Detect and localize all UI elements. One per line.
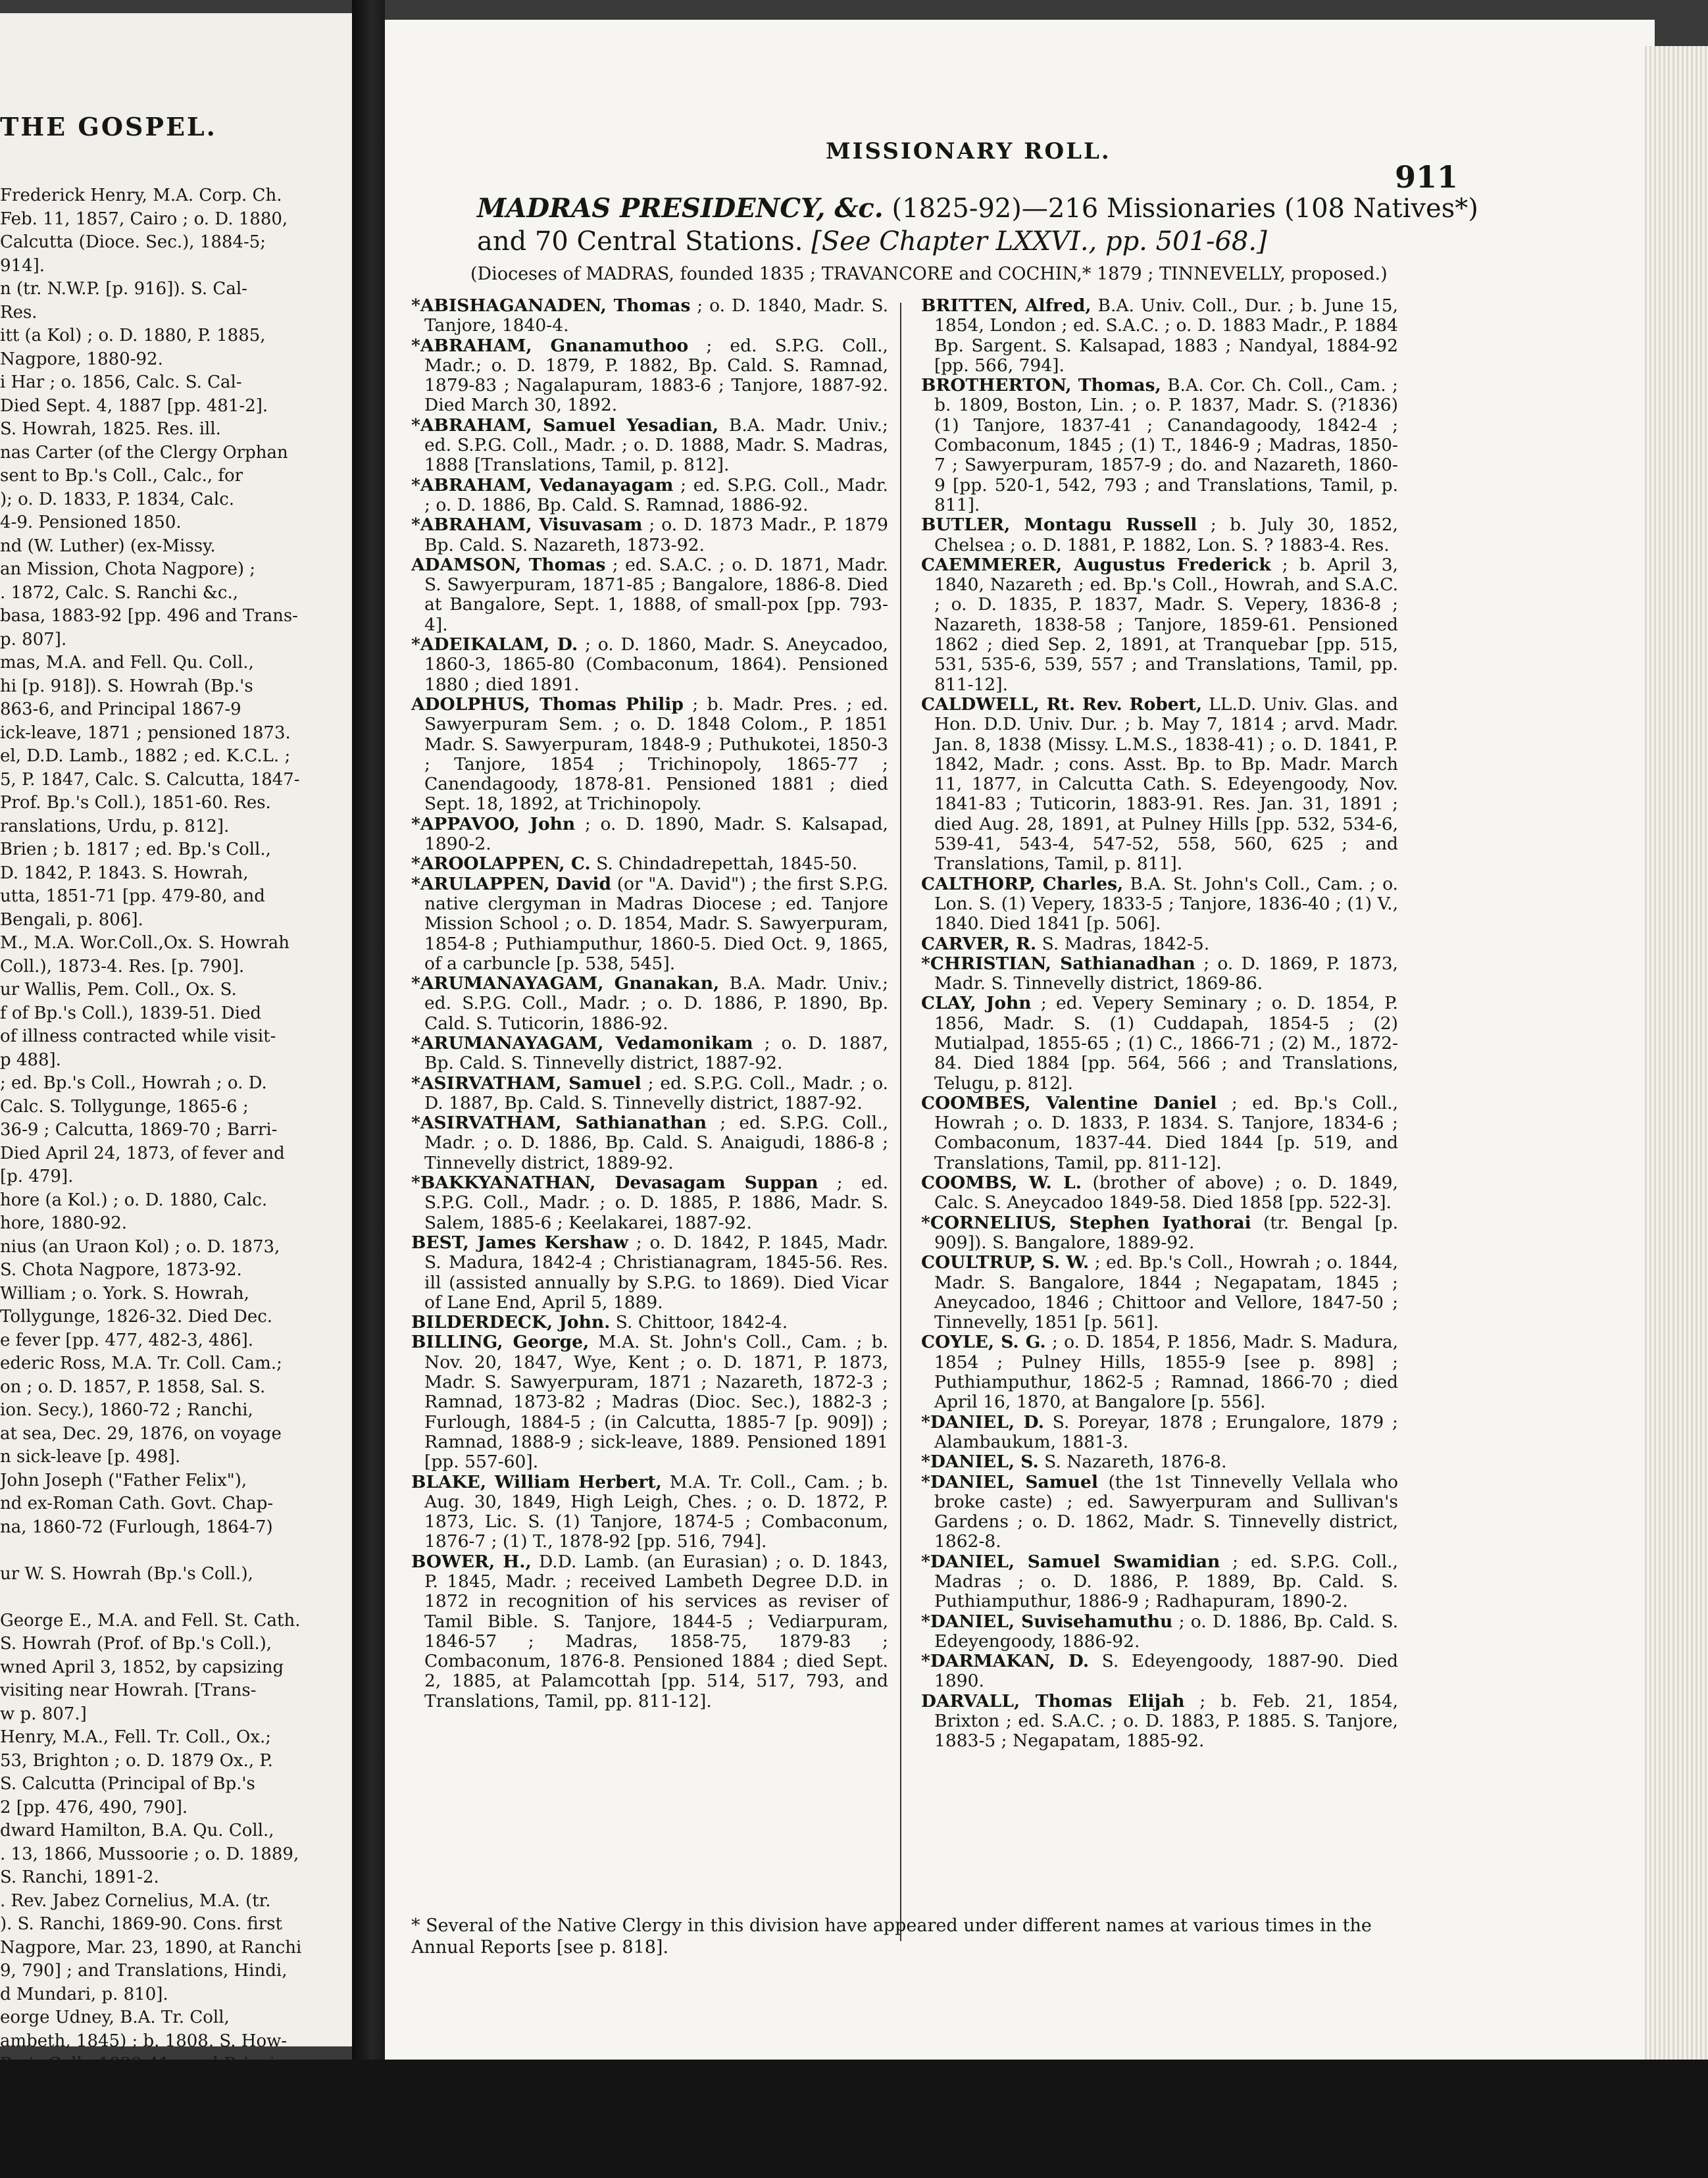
entries-column-left (411, 296, 888, 1711)
left-page-line (0, 1586, 342, 1609)
right-page (385, 20, 1655, 2060)
left-page-line: utta, 1851-71 [pp. 479-80, and (0, 886, 265, 906)
missionary-name: CAEMMERER, Augustus Frederick (921, 554, 1271, 575)
section-heading (477, 192, 1523, 258)
roll-entry (411, 1473, 888, 1552)
missionary-name: COYLE, S. G. (921, 1332, 1046, 1353)
left-page-line: itt (a Kol) ; o. D. 1880, P. 1885, (0, 326, 266, 345)
missionary-name: *AROOLAPPEN, C. (411, 853, 591, 874)
left-page-line: S. Chota Nagpore, 1873-92. (0, 1260, 242, 1280)
left-page-line: ur Wallis, Pem. Coll., Ox. S. (0, 980, 237, 1000)
missionary-name: BRITTEN, Alfred, (921, 295, 1092, 316)
entry-details: ; ed. S.P.G. Coll., Madras ; o. D. 1886, P. 1889, Bp. Cald. S. Puthiamputhur, 1886-9 ; Radhapuram, 1890-2. (934, 1551, 1398, 1612)
roll-entry (411, 555, 888, 635)
roll-entry (921, 1094, 1398, 1173)
left-page-line: George E., M.A. and Fell. St. Cath. (0, 1610, 301, 1631)
roll-entry (921, 1413, 1398, 1453)
roll-entry (411, 1313, 888, 1332)
roll-entry (921, 994, 1398, 1093)
missionary-name: BOWER, H., (411, 1551, 532, 1572)
left-page-line: . 13, 1866, Mussoorie ; o. D. 1889, (0, 1844, 299, 1864)
left-page-line: Henry, M.A., Fell. Tr. Coll., Ox.; (0, 1727, 272, 1747)
missionary-name: COULTRUP, S. W. (921, 1252, 1090, 1273)
left-page-line: hi [p. 918]). S. Howrah (Bp.'s (0, 676, 253, 696)
roll-entry (921, 1612, 1398, 1652)
left-page-line: n (tr. N.W.P. [p. 916]). S. Cal- (0, 279, 247, 299)
left-page-line: . 1872, Calc. S. Ranchi &c., (0, 582, 238, 603)
missionary-name: CALTHORP, Charles, (921, 873, 1124, 894)
entry-details: ; o. D. 1890, Madr. S. Kalsapad, 1890-2. (424, 813, 888, 855)
left-page-line: nd ex-Roman Cath. Govt. Chap- (0, 1494, 274, 1513)
left-page-line: 36-9 ; Calcutta, 1869-70 ; Barri- (0, 1120, 278, 1140)
left-page-line: S. Howrah, 1825. Res. ill. (0, 419, 221, 439)
left-page-line: 53, Brighton ; o. D. 1879 Ox., P. (0, 1750, 273, 1771)
left-page-line: 914]. (0, 255, 45, 276)
missionary-name: *DANIEL, S. (921, 1452, 1039, 1473)
roll-entry (411, 854, 888, 874)
left-page-line: dward Hamilton, B.A. Qu. Coll., (0, 1821, 274, 1840)
entry-details: ; o. D. 1887, Bp. Cald. S. Tinnevelly district, 1887-92. (424, 1032, 888, 1074)
left-page-line: wned April 3, 1852, by capsizing (0, 1657, 284, 1677)
left-page-line: Calcutta (Dioce. Sec.), 1884-5; (0, 232, 266, 252)
left-page-line: w p. 807.] (0, 1704, 87, 1724)
missionary-name: *ASIRVATHAM, Samuel (411, 1073, 641, 1094)
roll-entry (411, 416, 888, 476)
roll-entry (411, 815, 888, 855)
left-page-line: S. Howrah (Prof. of Bp.'s Coll.), (0, 1634, 272, 1654)
left-page-line: Nagpore, 1880-92. (0, 349, 163, 369)
missionary-name: COOMBS, W. L. (921, 1173, 1082, 1194)
missionary-name: *DARMAKAN, D. (921, 1651, 1090, 1672)
entry-details: ; o. D. 1854, P. 1856, Madr. S. Madura, 1854 ; Pulney Hills, 1855-9 [see p. 898] ; Puthiamputhur, 1862-5 ; Ramnad, 1866-70 ; died April 16, 1870, at Bangalore [p. 556]. (934, 1332, 1398, 1413)
entry-details: ; ed. S.P.G. Coll., Madr. ; o. D. 1886, Bp. Cald. S. Anaigudi, 1886-8 ; Tinnevelly district, 1889-92. (424, 1113, 888, 1173)
left-page-line: eorge Udney, B.A. Tr. Coll, (0, 2008, 230, 2027)
entries-column-right (921, 296, 1398, 1752)
section-see-reference: [See Chapter LXXVI., pp. 501-68.] (811, 226, 1267, 257)
roll-entry (411, 296, 888, 336)
entry-details: ; o. D. 1886, Bp. Cald. S. Edeyengoody, 1886-92. (934, 1611, 1398, 1652)
missionary-name: *DANIEL, Samuel Swamidian (921, 1551, 1220, 1572)
roll-entry (411, 874, 888, 974)
entry-details: S. Edeyengoody, 1887-90. Died 1890. (934, 1651, 1399, 1692)
entry-details: S. Nazareth, 1876-8. (1044, 1452, 1227, 1473)
section-title-rest: (1825-92)—216 Missionaries (108 Natives*) and 70 Central Stations. (477, 193, 1478, 257)
missionary-name: *ARUMANAYAGAM, Gnanakan, (411, 973, 720, 994)
left-page-line: ; ed. Bp.'s Coll., Howrah ; o. D. (0, 1073, 267, 1093)
entry-details: ; ed. S.A.C. ; o. D. 1871, Madr. S. Sawyerpuram, 1871-85 ; Bangalore, 1886-8. Died at Bangalore, Sept. 1, 1888, of small-pox [pp. 793-4]. (424, 554, 888, 635)
left-page-line: 5, P. 1847, Calc. S. Calcutta, 1847- (0, 769, 300, 790)
roll-entry (921, 1213, 1398, 1254)
left-page-line: nius (an Uraon Kol) ; o. D. 1873, (0, 1236, 280, 1257)
page-number: 911 (1395, 159, 1459, 195)
roll-entry (411, 1074, 888, 1114)
left-page-line: i Har ; o. 1856, Calc. S. Cal- (0, 372, 242, 392)
section-title: MADRAS PRESIDENCY, &c. (477, 193, 884, 224)
left-page-line: William ; o. York. S. Howrah, (0, 1283, 249, 1304)
missionary-name: BILLING, George, (411, 1332, 590, 1353)
missionary-name: *ABISHAGANADEN, Thomas (411, 295, 691, 316)
running-head: MISSIONARY ROLL. (826, 138, 1111, 165)
entry-details: B.A. Univ. Coll., Dur. ; b. June 15, 1854, London ; ed. S.A.C. ; o. D. 1883 Madr., P. 1884 Bp. Sargent. S. Kalsapad, 1883 ; Nandyal, 1884-92 [pp. 566, 794]. (934, 295, 1398, 376)
entry-details: B.A. Cor. Ch. Coll., Cam. ; b. 1809, Boston, Lin. ; o. P. 1837, Madr. S. (?1836) (1) Tanjore, 1837-41 ; Canandagoody, 1842-4 ; Combaconum, 1845 ; (1) T., 1846-9 ; Madras, 1850-7 ; Sawyerpuram, 1857-9 ; do. and Nazareth, 1860-9 [pp. 520-1, 542, 793 ; and Translations, Tamil, p. 811]. (934, 375, 1398, 515)
left-page (0, 13, 352, 2051)
entry-details: ; o. D. 1873 Madr., P. 1879 Bp. Cald. S. Nazareth, 1873-92. (424, 515, 888, 555)
left-page-line: visiting near Howrah. [Trans- (0, 1681, 257, 1700)
left-page-line: d Mundari, p. 810]. (0, 1984, 168, 2004)
left-page-line: . Rev. Jabez Cornelius, M.A. (tr. (0, 1890, 271, 1911)
left-page-line: Nagpore, Mar. 23, 1890, at Ranchi (0, 1937, 302, 1958)
roll-entry (921, 1552, 1398, 1612)
roll-entry (921, 1173, 1398, 1213)
missionary-name: BLAKE, William Herbert, (411, 1471, 662, 1492)
left-page-line: Calc. S. Tollygunge, 1865-6 ; (0, 1096, 249, 1117)
roll-entry (921, 296, 1398, 376)
entry-details: (or "A. David") ; the first S.P.G. native clergyman in Madras Diocese ; ed. Tanjore Mission School ; o. D. 1854, Madr. S. Sawyerpuram, 1854-8 ; Puthiamputhur, 1860-5. Died Oct. 9, 1865, of a carbuncle [p. 538, 545]. (424, 873, 888, 974)
missionary-name: *BAKKYANATHAN, Devasagam Suppan (411, 1173, 818, 1194)
roll-entry (921, 1652, 1398, 1692)
left-page-line: n sick-leave [p. 498]. (0, 1447, 181, 1467)
entry-details: ; ed. Vepery Seminary ; o. D. 1854, P. 1856, Madr. S. (1) Cuddapah, 1854-5 ; (2) Mutialpad, 1855-65 ; (1) C., 1866-71 ; (2) M., 1872-84. Died 1884 [pp. 564, 566 ; and Translations, Telugu, p. 812]. (934, 993, 1398, 1094)
roll-entry (921, 874, 1398, 934)
roll-entry (411, 476, 888, 516)
roll-entry (921, 376, 1398, 515)
missionary-name: *ABRAHAM, Samuel Yesadian, (411, 415, 719, 436)
missionary-name: *ABRAHAM, Vedanayagam (411, 474, 674, 495)
missionary-name: *ABRAHAM, Visuvasam (411, 515, 643, 536)
left-page-line: Coll.), 1873-4. Res. [p. 790]. (0, 956, 245, 976)
column-rule (900, 303, 901, 1941)
entry-details: ; ed. Bp.'s Coll., Howrah ; o. D. 1833, P. 1834. S. Tanjore, 1834-6 ; Combaconum, 1837-44. Died 1844 [p. 519, and Translations, Tamil, pp. 811-12]. (934, 1092, 1398, 1173)
left-page-line: na, 1860-72 (Furlough, 1864-7) (0, 1517, 273, 1537)
missionary-name: BUTLER, Montagu Russell (921, 515, 1197, 536)
left-page-line: hore, 1880-92. (0, 1213, 128, 1233)
left-page-line: p. 807]. (0, 629, 67, 649)
roll-entry (411, 1233, 888, 1313)
missionary-name: *APPAVOO, John (411, 813, 576, 834)
missionary-name: *CHRISTIAN, Sathianadhan (921, 953, 1195, 974)
missionary-name: *DANIEL, Samuel (921, 1471, 1098, 1492)
left-page-line: Brien ; b. 1817 ; ed. Bp.'s Coll., (0, 840, 271, 859)
left-page-line: Died Sept. 4, 1887 [pp. 481-2]. (0, 395, 268, 416)
missionary-name: CARVER, R. (921, 933, 1037, 954)
entry-details: ; ed. S.P.G. Coll., Madr. ; o. D. 1887, Bp. Cald. S. Tinnevelly district, 1887-92. (424, 1073, 888, 1113)
left-page-line: Frederick Henry, M.A. Corp. Ch. (0, 186, 282, 205)
entry-details: ; ed. S.P.G. Coll., Madr.; o. D. 1879, P. 1882, Bp. Cald. S. Ramnad, 1879-83 ; Nagalapuram, 1883-6 ; Tanjore, 1887-92. Died March 30, 1892. (424, 335, 888, 416)
missionary-name: *ADEIKALAM, D. (411, 634, 578, 655)
left-page-line: John Joseph ("Father Felix"), (0, 1470, 247, 1490)
entry-details: ; b. April 3, 1840, Nazareth ; ed. Bp.'s Coll., Howrah, and S.A.C. ; o. D. 1835, P. 1837, Madr. S. Vepery, 1836-8 ; Nazareth, 1838-58 ; Tanjore, 1859-61. Pensioned 1862 ; died Sep. 2, 1891, at Tranquebar [pp. 515, 531, 535-6, 539, 557 ; and Translations, Tamil, pp. 811-12]. (934, 554, 1398, 695)
page-edges (1645, 46, 1708, 2165)
entry-details: B.A. Madr. Univ.; ed. S.P.G. Coll., Madr. ; o. D. 1888, Madr. S. Madras, 1888 [Translations, Tamil, p. 812]. (424, 415, 888, 476)
left-page-line: Prof. Bp.'s Coll.), 1851-60. Res. (0, 793, 271, 813)
left-page-line: hore (a Kol.) ; o. D. 1880, Calc. (0, 1190, 268, 1210)
left-page-line: f of Bp.'s Coll.), 1839-51. Died (0, 1003, 262, 1023)
entry-details: ; o. D. 1869, P. 1873, Madr. S. Tinnevelly district, 1869-86. (934, 953, 1398, 994)
roll-entry (411, 515, 888, 555)
entry-details: (brother of above) ; o. D. 1849, Calc. S. Aneycadoo 1849-58. Died 1858 [pp. 522-3]. (934, 1173, 1398, 1213)
entry-details: M.A. Tr. Coll., Cam. ; b. Aug. 30, 1849, High Leigh, Ches. ; o. D. 1872, P. 1873, Lic. S. (1) Tanjore, 1874-5 ; Combaconum, 1876-7 ; (1) T., 1878-92 [pp. 516, 794]. (424, 1471, 888, 1552)
entry-details: (the 1st Tinnevelly Vellala who broke caste) ; ed. Sawyerpuram and Sullivan's Gardens ; o. D. 1862, Madr. S. Tinnevelly district, 1862-8. (934, 1471, 1398, 1552)
roll-entry (411, 1552, 888, 1711)
footnote: * Several of the Native Clergy in this division have appeared under different names at various times in the Annual Reports [see p. 818]. (411, 1915, 1372, 1958)
left-page-line: ); o. D. 1833, P. 1834, Calc. (0, 489, 235, 509)
left-page-line: 9, 790] ; and Translations, Hindi, (0, 1961, 288, 1981)
entry-details: S. Poreyar, 1878 ; Erungalore, 1879 ; Alambaukum, 1881-3. (934, 1411, 1398, 1452)
entry-details: ; b. Madr. Pres. ; ed. Sawyerpuram Sem. ; o. D. 1848 Colom., P. 1851 Madr. S. Sawyerpuram, 1848-9 ; Puthukotei, 1850-3 ; Tanjore, 1854 ; Trichinopoly, 1865-77 ; Canendagoody, 1878-81. Pensioned 1881 ; died Sept. 18, 1892, at Trichinopoly. (424, 694, 888, 815)
entry-details: S. Madras, 1842-5. (1042, 933, 1210, 954)
left-running-head: THE GOSPEL. (0, 112, 217, 141)
missionary-name: CLAY, John (921, 993, 1032, 1014)
roll-entry (921, 1332, 1398, 1412)
missionary-name: *ARUMANAYAGAM, Vedamonikam (411, 1032, 753, 1053)
roll-entry (411, 336, 888, 416)
left-page-line: ambeth, 1845) ; b. 1808. S. How- (0, 2031, 288, 2051)
left-page-line: nas Carter (of the Clergy Orphan (0, 442, 288, 463)
roll-entry (411, 974, 888, 1034)
roll-entry (921, 1253, 1398, 1332)
missionary-name: COOMBES, Valentine Daniel (921, 1092, 1217, 1113)
left-page-line: Tollygunge, 1826-32. Died Dec. (0, 1307, 273, 1327)
entry-details: ; b. July 30, 1852, Chelsea ; o. D. 1881, P. 1882, Lon. S. ? 1883-4. Res. (934, 515, 1398, 555)
roll-entry (411, 1332, 888, 1472)
left-page-line: ur W. S. Howrah (Bp.'s Coll.), (0, 1563, 253, 1584)
left-page-line: ranslations, Urdu, p. 812]. (0, 816, 230, 836)
entry-details: ; ed. Bp.'s Coll., Howrah ; o. 1844, Madr. S. Bangalore, 1844 ; Negapatam, 1845 ; Aneycadoo, 1846 ; Chittoor and Vellore, 1847-50 ; Tinnevelly, 1851 [p. 561]. (934, 1252, 1398, 1333)
missionary-name: BEST, James Kershaw (411, 1232, 628, 1253)
dioceses-note: (Dioceses of MADRAS, founded 1835 ; TRAVANCORE and COCHIN,* 1879 ; TINNEVELLY, proposed.) (470, 264, 1388, 284)
missionary-name: *ARULAPPEN, David (411, 873, 612, 894)
left-page-line: of illness contracted while visit- (0, 1026, 276, 1046)
roll-entry (411, 1173, 888, 1233)
roll-entry (411, 635, 888, 695)
missionary-name: CALDWELL, Rt. Rev. Robert, (921, 694, 1203, 715)
entry-details: D.D. Lamb. (an Eurasian) ; o. D. 1843, P. 1845, Madr. ; received Lambeth Degree D.D. in 1872 in recognition of his services as reviser of Tamil Bible. S. Tanjore, 1844-5 ; Vediarpuram, 1846-57 ; Madras, 1858-75, 1879-83 ; Combaconum, 1876-8. Pensioned 1884 ; died Sept. 2, 1885, at Palamcottah [pp. 514, 517, 793, and Translations, Tamil, pp. 811-12]. (424, 1551, 888, 1711)
roll-entry (921, 515, 1398, 555)
left-page-line: sent to Bp.'s Coll., Calc., for (0, 466, 243, 486)
roll-entry (921, 954, 1398, 994)
missionary-name: ADAMSON, Thomas (411, 554, 606, 575)
left-page-line: at sea, Dec. 29, 1876, on voyage (0, 1423, 282, 1444)
left-page-line: Feb. 11, 1857, Cairo ; o. D. 1880, (0, 209, 288, 229)
left-page-line: D. 1842, P. 1843. S. Howrah, (0, 863, 249, 883)
entry-details: ; ed. S.P.G. Coll., Madr. ; o. D. 1885, P. 1886, Madr. S. Salem, 1885-6 ; Keelakarei, 1887-92. (424, 1173, 888, 1233)
roll-entry (921, 1473, 1398, 1552)
missionary-name: *ASIRVATHAM, Sathianathan (411, 1113, 707, 1134)
entry-details: ; o. D. 1842, P. 1845, Madr. S. Madura, 1842-4 ; Christianagram, 1845-56. Res. ill (assisted annually by S.P.G. to 1869). Died Vicar of Lane End, April 5, 1889. (424, 1232, 888, 1313)
roll-entry (921, 934, 1398, 954)
left-page-line: ). S. Ranchi, 1869-90. Cons. first (0, 1914, 282, 1934)
roll-entry (921, 695, 1398, 874)
left-page-line: an Mission, Chota Nagpore) ; (0, 559, 256, 579)
left-page-line: e fever [pp. 477, 482-3, 486]. (0, 1330, 254, 1350)
missionary-name: *DANIEL, D. (921, 1411, 1044, 1432)
entry-details: B.A. Madr. Univ.; ed. S.P.G. Coll., Madr. ; o. D. 1886, P. 1890, Bp. Cald. S. Tuticorin, 1886-92. (424, 973, 888, 1034)
entry-details: S. Chindadrepettah, 1845-50. (596, 853, 858, 874)
missionary-name: BROTHERTON, Thomas, (921, 375, 1161, 396)
left-page-line: el, D.D. Lamb., 1882 ; ed. K.C.L. ; (0, 746, 291, 766)
left-page-line: 4-9. Pensioned 1850. (0, 513, 182, 532)
left-page-line: 863-6, and Principal 1867-9 (0, 699, 241, 719)
left-page-line (0, 1539, 342, 1563)
left-page-line: ick-leave, 1871 ; pensioned 1873. (0, 722, 291, 743)
left-page-line: [p. 479]. (0, 1167, 74, 1186)
left-page-line: mas, M.A. and Fell. Qu. Coll., (0, 653, 254, 672)
entry-details: B.A. St. John's Coll., Cam. ; o. Lon. S. (1) Vepery, 1833-5 ; Tanjore, 1836-40 ; (1) V., 1840. Died 1841 [p. 506]. (934, 873, 1398, 934)
book-gutter (352, 0, 385, 2178)
left-page-line: S. Ranchi, 1891-2. (0, 1867, 159, 1887)
missionary-name: *DANIEL, Suvisehamuthu (921, 1611, 1173, 1632)
roll-entry (921, 1692, 1398, 1752)
left-page-line: Died April 24, 1873, of fever and (0, 1143, 285, 1163)
left-page-line: basa, 1883-92 [pp. 496 and Trans- (0, 606, 298, 626)
roll-entry (921, 555, 1398, 695)
missionary-name: *ABRAHAM, Gnanamuthoo (411, 335, 689, 356)
missionary-name: BILDERDECK, John. (411, 1312, 611, 1333)
left-page-line: Res. (0, 302, 38, 322)
scan-background (0, 2060, 1708, 2178)
entry-details: LL.D. Univ. Glas. and Hon. D.D. Univ. Dur. ; b. May 7, 1814 ; arvd. Madr. Jan. 8, 1838 (Missy. L.M.S., 1838-41) ; o. D. 1841, P. 1842, Madr. ; cons. Asst. Bp. to Bp. Madr. March 11, 1877, in Calcutta Cath. S. Edeyengoody, Nov. 1841-83 ; Tuticorin, 1883-91. Res. Jan. 31, 1891 ; died Aug. 28, 1891, at Pulney Hills [pp. 532, 534-6, 539-41, 543-4, 547-52, 558, 560, 625 ; and Translations, Tamil, p. 811]. (934, 694, 1398, 874)
left-page-line: S. Calcutta (Principal of Bp.'s (0, 1774, 255, 1794)
left-page-line: M., M.A. Wor.Coll.,Ox. S. Howrah (0, 933, 289, 953)
entry-details: (tr. Bengal [p. 909]). S. Bangalore, 1889-92. (934, 1212, 1398, 1253)
entry-details: ; b. Feb. 21, 1854, Brixton ; ed. S.A.C. ; o. D. 1883, P. 1885. S. Tanjore, 1883-5 ; Negapatam, 1885-92. (934, 1690, 1398, 1752)
entry-details: ; o. D. 1860, Madr. S. Aneycadoo, 1860-3, 1865-80 (Combaconum, 1864). Pensioned 1880 ; died 1891. (424, 634, 888, 695)
entry-details: ; ed. S.P.G. Coll., Madr. ; o. D. 1886, Bp. Cald. S. Ramnad, 1886-92. (424, 474, 888, 515)
roll-entry (411, 1113, 888, 1173)
roll-entry (411, 695, 888, 815)
left-page-line: nd (W. Luther) (ex-Missy. (0, 536, 216, 556)
roll-entry (921, 1452, 1398, 1472)
left-page-line: 2 [pp. 476, 490, 790]. (0, 1797, 188, 1817)
entry-details: M.A. St. John's Coll., Cam. ; b. Nov. 20, 1847, Wye, Kent ; o. D. 1871, P. 1873, Madr. S. Sawyerpuram, 1871 ; Nazareth, 1872-3 ; Ramnad, 1873-82 ; Madras (Dioc. Sec.), 1882-3 ; Furlough, 1884-5 ; (in Calcutta, 1885-7 [p. 909]) ; Ramnad, 1888-9 ; sick-leave, 1889. Pensioned 1891 [pp. 557-60]. (424, 1332, 888, 1473)
left-page-line: on ; o. D. 1857, P. 1858, Sal. S. (0, 1377, 266, 1397)
missionary-name: ADOLPHUS, Thomas Philip (411, 694, 684, 715)
entry-details: S. Chittoor, 1842-4. (615, 1312, 788, 1333)
missionary-name: DARVALL, Thomas Elijah (921, 1690, 1185, 1711)
left-page-line: p 488]. (0, 1050, 61, 1070)
left-page-line: ion. Secy.), 1860-72 ; Ranchi, (0, 1400, 253, 1420)
left-page-line: Bengali, p. 806]. (0, 909, 143, 930)
missionary-name: *CORNELIUS, Stephen Iyathorai (921, 1212, 1251, 1233)
left-page-line: ederic Ross, M.A. Tr. Coll. Cam.; (0, 1354, 282, 1373)
entry-details: ; o. D. 1840, Madr. S. Tanjore, 1840-4. (424, 295, 888, 336)
left-page-text (0, 184, 342, 2123)
roll-entry (411, 1034, 888, 1074)
